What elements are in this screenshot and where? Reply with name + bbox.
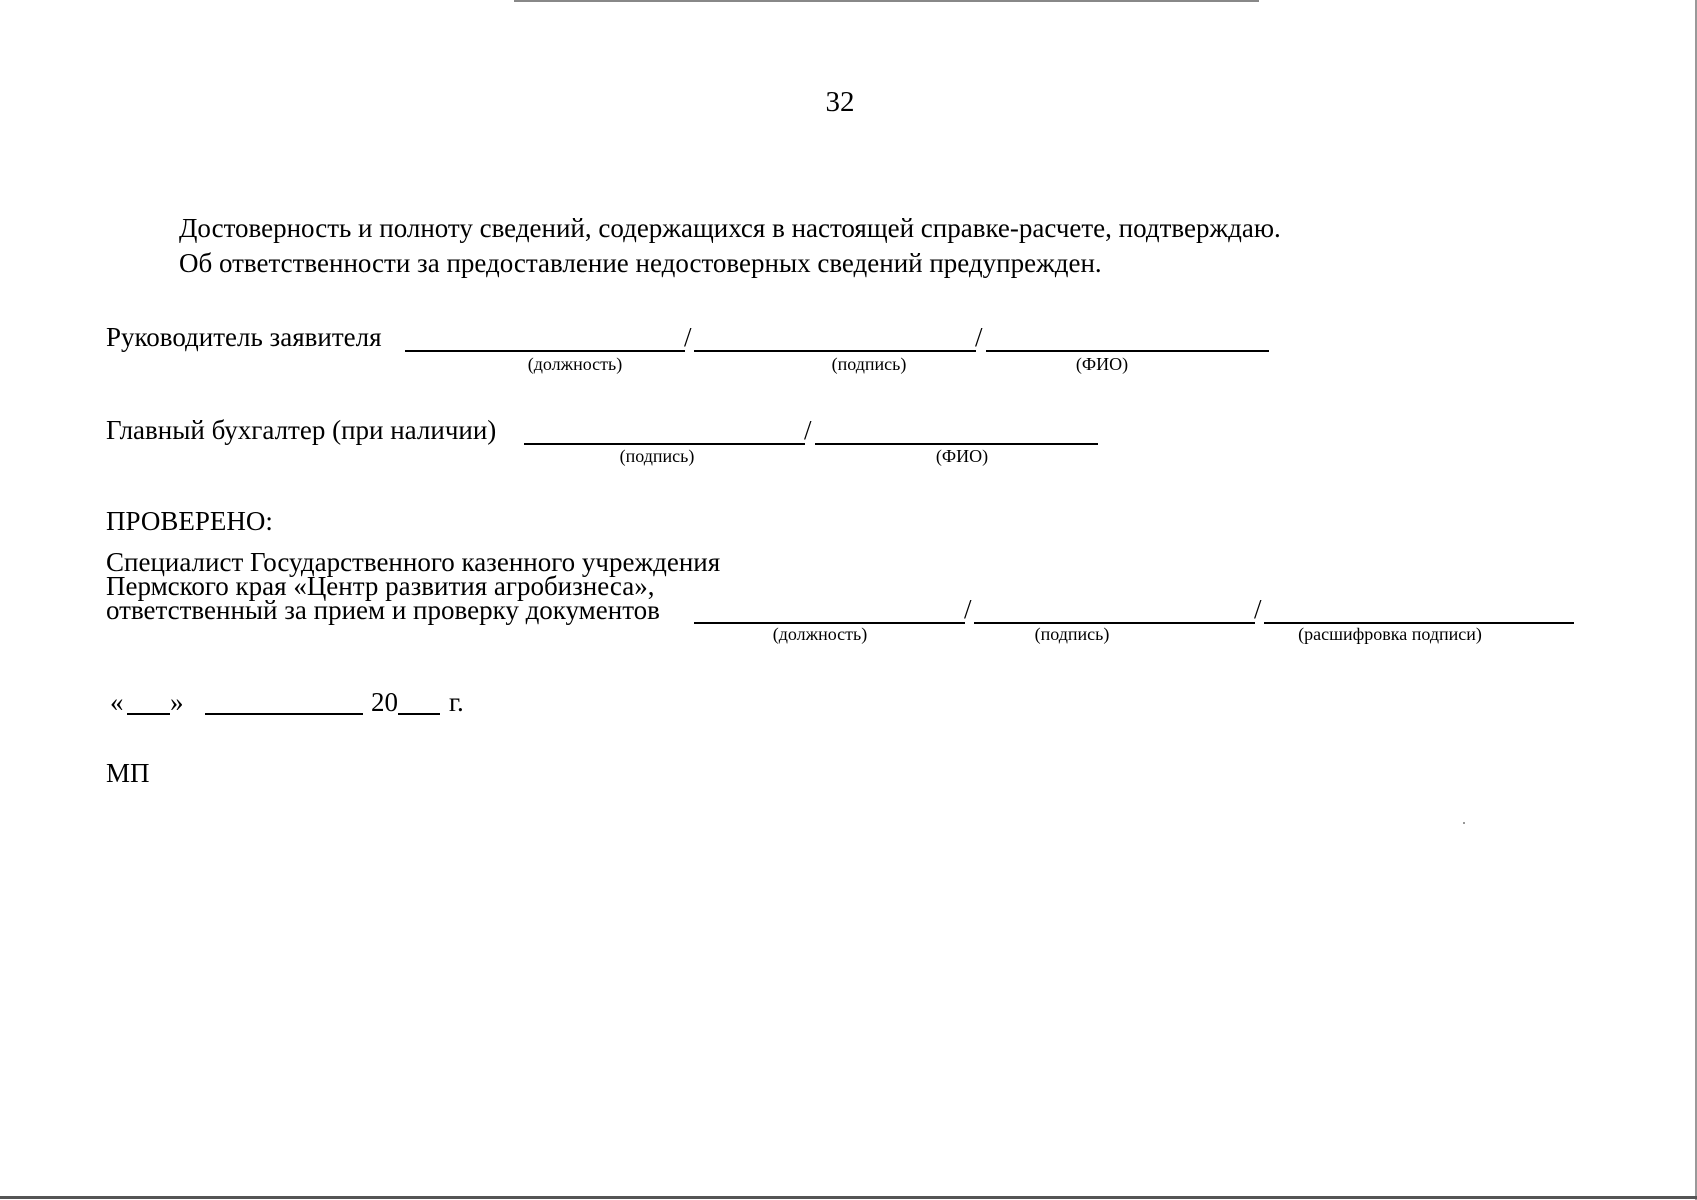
checked-line-3: ответственный за прием и проверку документов	[106, 595, 660, 625]
accountant-fullname-field[interactable]	[815, 443, 1098, 445]
head-caption-position: (должность)	[527, 354, 623, 374]
stamp-place: МП	[106, 758, 150, 788]
declaration-line-2: Об ответственности за предоставление недостоверных сведений предупрежден.	[179, 248, 1102, 278]
checked-slash-1: /	[964, 594, 972, 624]
date-month-field[interactable]	[205, 713, 363, 715]
date-day-field[interactable]	[127, 713, 170, 715]
date-close-quote: »	[170, 687, 184, 717]
date-year-suffix: г.	[449, 687, 464, 717]
checked-caption-signature: (подпись)	[1034, 624, 1110, 644]
head-caption-signature: (подпись)	[831, 354, 907, 374]
checked-heading: ПРОВЕРЕНО:	[106, 506, 273, 536]
head-slash-1: /	[684, 322, 692, 352]
page-border-top	[514, 0, 1259, 2]
checked-line-2: Пермского края «Центр развития агробизнеса»,	[106, 571, 655, 601]
checked-slash-2: /	[1254, 594, 1262, 624]
head-caption-fullname: (ФИО)	[1075, 354, 1129, 374]
page-border-bottom	[0, 1196, 1697, 1199]
head-position-field[interactable]	[405, 350, 685, 352]
accountant-caption-signature: (подпись)	[619, 446, 695, 466]
page-number: 32	[825, 86, 855, 118]
accountant-signature-field[interactable]	[524, 443, 805, 445]
accountant-slash: /	[804, 415, 812, 445]
declaration-line-1: Достоверность и полноту сведений, содержащихся в настоящей справке-расчете, подтверждаю.	[179, 213, 1281, 243]
head-fullname-field[interactable]	[986, 350, 1269, 352]
scan-speck	[1463, 822, 1465, 824]
checked-caption-position: (должность)	[772, 624, 868, 644]
head-label: Руководитель заявителя	[106, 322, 382, 352]
head-signature-field[interactable]	[694, 350, 976, 352]
accountant-label: Главный бухгалтер (при наличии)	[106, 415, 497, 445]
head-slash-2: /	[975, 322, 983, 352]
date-open-quote: «	[110, 687, 124, 717]
checked-line-1: Специалист Государственного казенного учреждения	[106, 547, 721, 577]
checked-caption-decryption: (расшифровка подписи)	[1298, 624, 1482, 644]
accountant-caption-fullname: (ФИО)	[935, 446, 989, 466]
date-year-prefix: 20	[371, 687, 398, 717]
date-year-field[interactable]	[398, 713, 440, 715]
